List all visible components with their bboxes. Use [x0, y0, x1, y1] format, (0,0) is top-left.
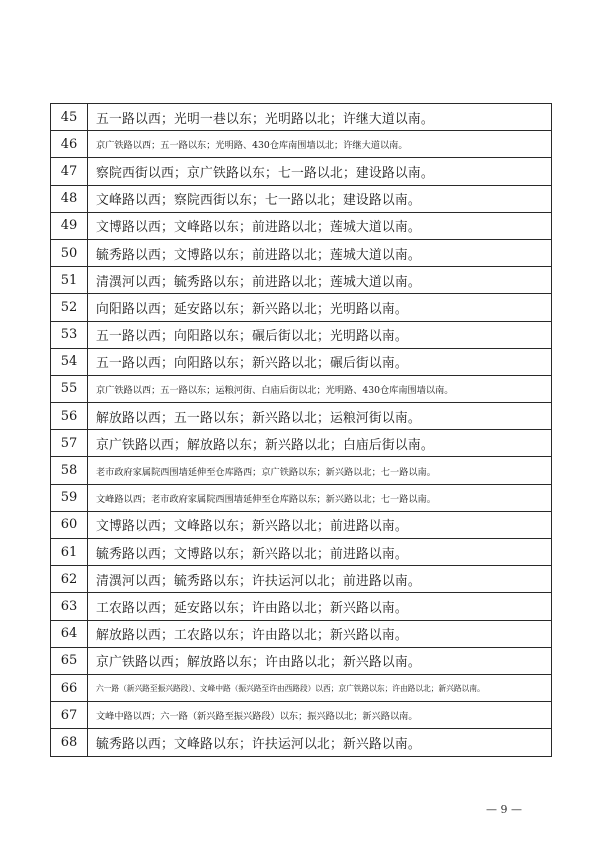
table-row	[51, 348, 552, 375]
row-number: 56	[51, 403, 88, 430]
row-number: 57	[51, 430, 88, 457]
row-description: 老市政府家属院西围墙延伸至仓库路西；京广铁路以东；新兴路以北；七一路以南。	[88, 457, 552, 484]
table-row	[51, 511, 552, 538]
row-description: 毓秀路以西；文博路以东；前进路以北；莲城大道以南。	[88, 239, 552, 266]
row-description: 文博路以西；文峰路以东；前进路以北；莲城大道以南。	[88, 212, 552, 239]
row-number: 60	[51, 511, 88, 538]
table-row	[51, 539, 552, 566]
row-description: 清潩河以西；毓秀路以东；许扶运河以北；前进路以南。	[88, 566, 552, 593]
row-number: 54	[51, 348, 88, 375]
row-number: 59	[51, 484, 88, 511]
table-row	[51, 620, 552, 647]
table-row	[51, 104, 552, 131]
row-description: 五一路以西；向阳路以东；碾后街以北；光明路以南。	[88, 321, 552, 348]
row-description: 文峰路以西；察院西街以东；七一路以北；建设路以南。	[88, 185, 552, 212]
table-row	[51, 702, 552, 729]
row-description: 清潩河以西；毓秀路以东；前进路以北；莲城大道以南。	[88, 267, 552, 294]
row-description: 毓秀路以西；文博路以东；新兴路以北；前进路以南。	[88, 539, 552, 566]
row-description: 京广铁路以西；解放路以东；新兴路以北；白庙后街以南。	[88, 430, 552, 457]
table-row	[51, 403, 552, 430]
row-number: 66	[51, 674, 88, 701]
table-row	[51, 321, 552, 348]
row-description: 向阳路以西；延安路以东；新兴路以北；光明路以南。	[88, 294, 552, 321]
table-row	[51, 593, 552, 620]
row-number: 46	[51, 131, 88, 158]
row-number: 58	[51, 457, 88, 484]
table-row	[51, 430, 552, 457]
row-number: 67	[51, 702, 88, 729]
row-number: 45	[51, 104, 88, 131]
row-description: 京广铁路以西；五一路以东；运粮河街、白庙后街以北；光明路、430仓库南围墙以南。	[88, 375, 552, 402]
row-number: 65	[51, 647, 88, 674]
row-description: 五一路以西；光明一巷以东；光明路以北；许继大道以南。	[88, 104, 552, 131]
row-description: 文博路以西；文峰路以东；新兴路以北；前进路以南。	[88, 511, 552, 538]
row-number: 68	[51, 729, 88, 756]
table-row	[51, 729, 552, 756]
table-row	[51, 131, 552, 158]
row-description: 京广铁路以西；解放路以东；许由路以北；新兴路以南。	[88, 647, 552, 674]
row-number: 47	[51, 158, 88, 185]
table-row	[51, 267, 552, 294]
row-number: 64	[51, 620, 88, 647]
table-row	[51, 212, 552, 239]
row-description: 毓秀路以西；文峰路以东；许扶运河以北；新兴路以南。	[88, 729, 552, 756]
table-row	[51, 674, 552, 701]
table-row	[51, 239, 552, 266]
table-row	[51, 566, 552, 593]
row-description: 文峰中路以西；六一路（新兴路至振兴路段）以东；振兴路以北；新兴路以南。	[88, 702, 552, 729]
region-table	[50, 103, 552, 757]
row-number: 62	[51, 566, 88, 593]
row-description: 解放路以西；五一路以东；新兴路以北；运粮河街以南。	[88, 403, 552, 430]
table-row	[51, 457, 552, 484]
table-row	[51, 375, 552, 402]
row-description: 解放路以西；工农路以东；许由路以北；新兴路以南。	[88, 620, 552, 647]
table-row	[51, 158, 552, 185]
row-description: 六一路（新兴路至振兴路段）、文峰中路（振兴路至许由西路段）以西；京广铁路以东；许由路以北；新兴路以南。	[88, 674, 552, 701]
row-number: 48	[51, 185, 88, 212]
table-row	[51, 484, 552, 511]
row-number: 55	[51, 375, 88, 402]
row-number: 63	[51, 593, 88, 620]
row-number: 52	[51, 294, 88, 321]
row-number: 50	[51, 239, 88, 266]
row-description: 京广铁路以西；五一路以东；光明路、430仓库南围墙以北；许继大道以南。	[88, 131, 552, 158]
row-number: 51	[51, 267, 88, 294]
row-number: 49	[51, 212, 88, 239]
row-description: 文峰路以西；老市政府家属院西围墙延伸至仓库路以东；新兴路以北；七一路以南。	[88, 484, 552, 511]
row-description: 工农路以西；延安路以东；许由路以北；新兴路以南。	[88, 593, 552, 620]
row-description: 五一路以西；向阳路以东；新兴路以北；碾后街以南。	[88, 348, 552, 375]
page-number: — 9 —	[486, 803, 522, 816]
row-number: 53	[51, 321, 88, 348]
table-row	[51, 185, 552, 212]
row-description: 察院西街以西；京广铁路以东；七一路以北；建设路以南。	[88, 158, 552, 185]
table-row	[51, 647, 552, 674]
table-row	[51, 294, 552, 321]
row-number: 61	[51, 539, 88, 566]
